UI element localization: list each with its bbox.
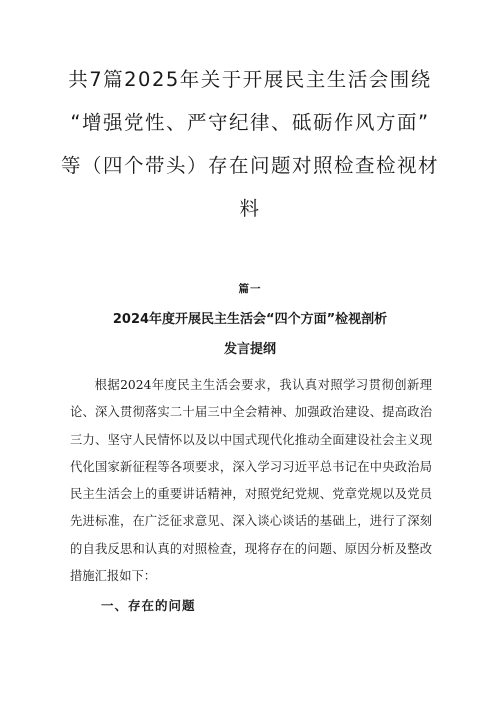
heading-problems: 一、存在的问题 bbox=[101, 598, 196, 613]
document-title-line-2: “增强党性、严守纪律、砥砺作风方面” bbox=[70, 111, 430, 134]
subtitle-line-2: 发言提纲 bbox=[223, 342, 276, 357]
subtitle-line-1: 2024年度开展民主生活会“四个方面”检视剖析 bbox=[112, 312, 388, 327]
document-title-line-1: 共7篇2025年关于开展民主生活会围绕 bbox=[68, 68, 432, 91]
body-paragraph: 根据2024年度民主生活会要求，我认真对照学习贯彻创新理论、深入贯彻落实二十届三中全会精神、加强政治建设、提高政治三力、坚守人民情怀以及以中国式现代化推动全面建设社会主义现代化国家新征程等各项要求，深入学习习近平总书记在中央政治局民主生活会上的重要讲话精神，对照党纪党规、党章党规以及党员先进标准，在广泛征求意见、深入谈心谈话的基础上，进行了深刻的自我反思和认真的对照检查，现将存在的问题、原因分析及整改措施汇报如下： bbox=[70, 378, 432, 584]
document-title-line-3: 等（四个带头）存在问题对照检查检视材 bbox=[60, 154, 439, 177]
section-label: 篇一 bbox=[238, 283, 262, 295]
document-title-line-4: 料 bbox=[239, 197, 261, 220]
